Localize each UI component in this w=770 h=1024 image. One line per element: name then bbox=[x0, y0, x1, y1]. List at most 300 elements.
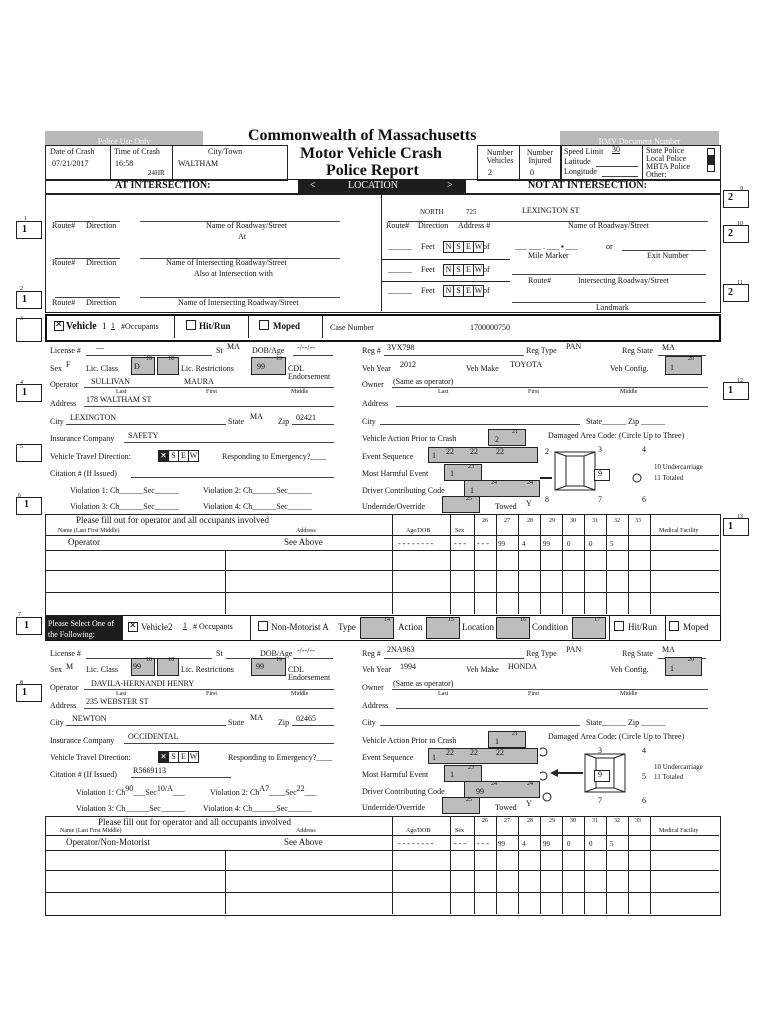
owner-address-label: Address bbox=[362, 399, 389, 408]
lic-class-label: Lic. Class bbox=[86, 364, 118, 373]
type-label: Type bbox=[338, 622, 356, 632]
operator-first-name[interactable]: MAURA bbox=[184, 377, 214, 386]
veh-make-label: Veh Make bbox=[466, 364, 499, 373]
row-address-2[interactable]: See Above bbox=[284, 837, 323, 847]
violation-4-2[interactable]: Violation 4: Ch______Sec______ bbox=[203, 804, 312, 813]
col-33-2: 33 bbox=[635, 818, 641, 824]
row-26-2[interactable]: - - - bbox=[477, 839, 489, 848]
reg-type-label: Reg Type bbox=[526, 346, 557, 355]
vehicle2-label: Vehicle2 bbox=[141, 622, 173, 632]
sex-value[interactable]: F bbox=[66, 360, 71, 369]
row-name[interactable]: Operator bbox=[68, 537, 100, 547]
address-label: Address bbox=[50, 399, 77, 408]
action-prior-value-2[interactable]: 1 bbox=[495, 737, 499, 746]
reg-state-value-2[interactable]: MA bbox=[662, 645, 675, 654]
feet-label: Feet bbox=[421, 242, 435, 251]
owner-value[interactable]: (Same as operator) bbox=[393, 377, 454, 386]
route-label-r: Route# bbox=[386, 221, 410, 230]
mbta-police-label: MBTA Police bbox=[646, 162, 691, 171]
route-label: Route# bbox=[52, 221, 76, 230]
side-number: 4 bbox=[20, 380, 23, 386]
moped-checkbox-2[interactable] bbox=[669, 621, 682, 631]
side-box-4[interactable] bbox=[16, 384, 42, 402]
vehicle-damage-diagram bbox=[540, 438, 690, 508]
hit-run-label: Hit/Run bbox=[199, 321, 231, 331]
damage-8-label: 8 bbox=[545, 495, 549, 504]
box-number: 15 bbox=[448, 617, 454, 623]
box-number: 18 bbox=[146, 657, 152, 663]
side-number: 10 bbox=[737, 221, 743, 227]
veh-year-label-2: Veh Year bbox=[362, 665, 391, 674]
select-one-label: Please Select One of the Following: bbox=[48, 619, 114, 639]
time-value[interactable]: 16:58 bbox=[115, 159, 134, 168]
roadway-label: Name of Roadway/Street bbox=[206, 221, 287, 230]
action-prior-box-2[interactable] bbox=[488, 731, 526, 748]
veh-year-value-2[interactable]: 1994 bbox=[400, 662, 416, 671]
side-number: 6 bbox=[18, 493, 21, 499]
vehicle2-occupants-value[interactable]: 1 bbox=[183, 621, 187, 630]
local-police-checkbox[interactable] bbox=[707, 156, 715, 164]
divider bbox=[519, 145, 520, 179]
row-32[interactable]: 5 bbox=[610, 540, 614, 548]
row-name-2[interactable]: Operator/Non-Motorist bbox=[66, 837, 150, 847]
violation-1-2[interactable]: Violation 1: Ch90___Sec10/A___ bbox=[76, 784, 185, 797]
vehicle2-occupants-label: # Occupants bbox=[193, 622, 233, 631]
box-number: 18 bbox=[146, 356, 152, 362]
towed-label: Towed bbox=[495, 502, 517, 511]
st-value[interactable]: MA bbox=[227, 342, 240, 351]
row-30[interactable]: 0 bbox=[567, 540, 571, 548]
of-label: of bbox=[483, 242, 490, 251]
side-number: 7 bbox=[18, 612, 21, 618]
row-29[interactable]: 99 bbox=[543, 540, 550, 548]
action-prior-label-2: Vehicle Action Prior to Crash bbox=[362, 736, 457, 745]
veh-config-label: Veh Config. bbox=[610, 364, 649, 373]
state-label-2: State bbox=[228, 718, 244, 727]
row-29-2[interactable]: 99 bbox=[543, 840, 550, 848]
vehicle1-occupants-label: #Occupants bbox=[121, 322, 159, 331]
license-value[interactable]: — bbox=[96, 343, 104, 352]
box-number: 23 bbox=[468, 464, 474, 470]
intersecting-roadway-label: Name of Intersecting Roadway/Street bbox=[166, 258, 287, 267]
harmful-event-label-2: Most Harmful Event bbox=[362, 770, 429, 779]
action-prior-box[interactable] bbox=[488, 429, 526, 446]
action-label: Action bbox=[398, 622, 423, 632]
contributing-code-value[interactable]: 1 bbox=[470, 486, 474, 495]
col-26-2: 26 bbox=[482, 818, 488, 824]
damage-4-label-2: 4 bbox=[642, 746, 646, 755]
col-28-2: 28 bbox=[527, 818, 533, 824]
event-sequence-label-2: Event Sequence bbox=[362, 753, 414, 762]
underride-box[interactable] bbox=[442, 496, 480, 513]
date-value[interactable]: 07/21/2017 bbox=[52, 159, 89, 168]
street-value[interactable]: LEXINGTON ST bbox=[522, 206, 580, 215]
side-value: 1 bbox=[728, 385, 733, 396]
exit-number-label: Exit Number bbox=[647, 251, 689, 260]
event-2[interactable]: 22 bbox=[446, 447, 454, 456]
owner-city-field[interactable] bbox=[380, 424, 580, 425]
citation-label: Citation # (If Issued) bbox=[50, 469, 117, 478]
side-box-6[interactable] bbox=[16, 497, 42, 515]
harmful-event-value[interactable]: 1 bbox=[450, 469, 454, 478]
city-label: City/Town bbox=[208, 147, 243, 156]
event-sequence-box[interactable] bbox=[428, 447, 538, 463]
mbta-police-checkbox[interactable] bbox=[707, 164, 715, 172]
hit-run-checkbox-2[interactable] bbox=[614, 621, 627, 631]
side-box-1[interactable] bbox=[16, 221, 42, 239]
direction-value[interactable]: NORTH bbox=[420, 208, 444, 216]
reg-state-value[interactable]: MA bbox=[662, 343, 675, 352]
travel-direction-label: Vehicle Travel Direction: bbox=[50, 452, 131, 461]
owner-city-label: City bbox=[362, 417, 376, 426]
dob-value[interactable]: -/--/-- bbox=[297, 343, 315, 352]
intersecting-roadway-label-2: Name of Intersecting Roadway/Street bbox=[178, 298, 299, 307]
divider bbox=[172, 145, 173, 179]
city-value[interactable]: WALTHAM bbox=[178, 159, 219, 168]
vehicle1-occupants-value[interactable]: 1 bbox=[111, 321, 115, 330]
side-value: 1 bbox=[22, 294, 27, 305]
restrictions-value-2[interactable]: 99 bbox=[256, 662, 264, 671]
veh-config-value-2[interactable]: 1 bbox=[670, 664, 674, 673]
veh-make-value-2[interactable]: HONDA bbox=[508, 662, 537, 671]
col-name: Name (Last First Middle) bbox=[58, 528, 120, 534]
row-28-2[interactable]: 4 bbox=[522, 840, 526, 848]
side-value: 2 bbox=[728, 228, 733, 239]
col-32: 32 bbox=[614, 518, 620, 524]
cdl-label: CDL Endorsement bbox=[288, 364, 331, 381]
dob-label: DOB/Age bbox=[252, 346, 285, 355]
damage-4-label: 4 bbox=[642, 445, 646, 454]
veh-year-value[interactable]: 2012 bbox=[400, 360, 416, 369]
num-injured-label: Number Injured bbox=[526, 148, 554, 165]
operator-name-2[interactable]: DAVILA-HERNANDI HENRY bbox=[91, 679, 195, 688]
feet-field-3[interactable]: ______ bbox=[388, 286, 412, 295]
other-label: Other: bbox=[646, 170, 667, 179]
event-sequence-label: Event Sequence bbox=[362, 452, 414, 461]
rmv-header bbox=[560, 131, 719, 145]
case-number-label: Case Number bbox=[330, 323, 374, 332]
damage-circle-icon bbox=[633, 474, 641, 482]
damage-3-label-2: 3 bbox=[598, 746, 602, 755]
mile-marker-label: Mile Marker bbox=[528, 251, 569, 260]
side-box-10[interactable] bbox=[723, 225, 749, 243]
city-value-2[interactable]: NEWTON bbox=[72, 714, 107, 723]
owner-address-field-2[interactable] bbox=[396, 708, 708, 709]
col-27-2: 27 bbox=[504, 818, 510, 824]
damage-9-label: 9 bbox=[598, 469, 602, 478]
col-28: 28 bbox=[527, 518, 533, 524]
harmful-event-value-2[interactable]: 1 bbox=[450, 770, 454, 779]
col-29-2: 29 bbox=[549, 818, 555, 824]
col-30-2: 30 bbox=[570, 818, 576, 824]
address-value[interactable]: 178 WALTHAM ST bbox=[86, 395, 152, 404]
row-32-2[interactable]: 5 bbox=[610, 840, 614, 848]
harmful-event-label: Most Harmful Event bbox=[362, 469, 429, 478]
non-motorist-label: Non-Motorist A bbox=[271, 622, 329, 632]
citation-value-2[interactable]: R5669113 bbox=[133, 766, 167, 775]
address-value-2[interactable]: 235 WEBSTER ST bbox=[86, 697, 149, 706]
middle-caption: Middle bbox=[291, 691, 309, 697]
violation-4[interactable]: Violation 4: Ch______Sec______ bbox=[203, 502, 312, 511]
speed-value[interactable]: 30 bbox=[612, 145, 620, 154]
dob-value-2[interactable]: -/--/-- bbox=[297, 646, 315, 655]
damaged-area-label-2: Damaged Area Code: (Circle Up to Three) bbox=[548, 732, 685, 741]
reg-value[interactable]: 3VX798 bbox=[387, 343, 415, 352]
lic-class-value-2[interactable]: 99 bbox=[133, 662, 141, 671]
emergency-label: Responding to Emergency?____ bbox=[222, 452, 327, 461]
undercarriage-label-2: 10 Undercarriage bbox=[654, 763, 703, 771]
event-3[interactable]: 22 bbox=[470, 447, 478, 456]
num-vehicles-value[interactable]: 2 bbox=[488, 168, 492, 177]
owner-address-field[interactable] bbox=[396, 406, 708, 407]
action-prior-value[interactable]: 2 bbox=[495, 435, 499, 444]
time-label: Time of Crash bbox=[114, 147, 160, 156]
zip-label-2: Zip bbox=[278, 718, 290, 727]
contributing-code-value-2[interactable]: 99 bbox=[476, 787, 484, 796]
address-number-value[interactable]: 725 bbox=[466, 208, 477, 216]
insurance-value-2[interactable]: OCCIDENTAL bbox=[128, 732, 179, 741]
damage-9-box[interactable] bbox=[594, 469, 610, 481]
box-number: 20 bbox=[688, 657, 694, 663]
hit-run-checkbox[interactable] bbox=[186, 320, 199, 330]
side-number: 11 bbox=[737, 280, 743, 286]
col-27: 27 bbox=[504, 518, 510, 524]
last-caption: Last bbox=[438, 691, 449, 697]
violation-2[interactable]: Violation 2: Ch______Sec______ bbox=[203, 486, 312, 495]
event-4-2[interactable]: 22 bbox=[496, 748, 504, 757]
col-address: Address bbox=[296, 528, 316, 534]
route-label-3: Route# bbox=[52, 298, 76, 307]
vehicle2-checkbox[interactable] bbox=[128, 622, 141, 632]
damaged-area-label: Damaged Area Code: (Circle Up to Three) bbox=[548, 431, 685, 440]
num-injured-value[interactable]: 0 bbox=[530, 168, 534, 177]
veh-year-label: Veh Year bbox=[362, 364, 391, 373]
vehicle-body-outline bbox=[555, 452, 595, 490]
route-label-2: Route# bbox=[52, 258, 76, 267]
row-26[interactable]: - - - bbox=[477, 539, 489, 548]
first-caption: First bbox=[206, 389, 218, 395]
reg-state-label-2: Reg State bbox=[622, 649, 653, 658]
first-caption: First bbox=[528, 389, 540, 395]
damage-circle-icon bbox=[540, 748, 547, 756]
damage-6-label-2: 6 bbox=[642, 796, 646, 805]
fill-instructions-2: Please fill out for operator and all occupants involved bbox=[98, 817, 291, 827]
event-sequence-box-2[interactable] bbox=[428, 748, 538, 764]
side-box-11[interactable] bbox=[723, 284, 749, 302]
side-number: 9 bbox=[740, 186, 743, 192]
veh-config-label-2: Veh Config. bbox=[610, 665, 649, 674]
left-arrow-icon: < bbox=[310, 180, 316, 191]
mile-marker-field[interactable]: ___ ___ . ___ ▪ ___ bbox=[515, 242, 578, 251]
box-number: 24 bbox=[527, 480, 533, 486]
towed-value-2[interactable]: Y bbox=[526, 799, 532, 808]
row-address[interactable]: See Above bbox=[284, 537, 323, 547]
side-box-13[interactable] bbox=[723, 518, 749, 536]
restrictions-value[interactable]: 99 bbox=[257, 362, 265, 371]
owner-city-field-2[interactable] bbox=[380, 725, 580, 726]
occupant-table-2 bbox=[45, 816, 721, 916]
condition-box[interactable] bbox=[572, 617, 606, 639]
latitude-label: Latitude bbox=[564, 157, 591, 166]
col-sex-2: Sex bbox=[455, 828, 464, 834]
case-number-value[interactable]: 1700000750 bbox=[470, 323, 510, 332]
owner-label-2: Owner bbox=[362, 683, 384, 692]
city-value[interactable]: LEXINGTON bbox=[70, 413, 117, 422]
box-number: 19 bbox=[276, 356, 282, 362]
underride-label-2: Underride/Override bbox=[362, 803, 426, 812]
operator-label: Operator bbox=[50, 380, 79, 389]
location-label: Location bbox=[462, 622, 494, 632]
box-number: 21 bbox=[512, 731, 518, 737]
row-age[interactable]: - - - - - - - - bbox=[398, 539, 434, 548]
side-value: 1 bbox=[22, 387, 27, 398]
damage-9-box-2[interactable] bbox=[594, 770, 610, 782]
insurance-value[interactable]: SAFETY bbox=[128, 431, 159, 440]
event-3-2[interactable]: 22 bbox=[470, 748, 478, 757]
veh-make-value[interactable]: TOYOTA bbox=[510, 360, 543, 369]
box-number: 17 bbox=[594, 617, 600, 623]
reg-label: Reg # bbox=[362, 346, 381, 355]
col-31-2: 31 bbox=[592, 818, 598, 824]
row-31-2[interactable]: 0 bbox=[589, 840, 593, 848]
box-number: 20 bbox=[688, 356, 694, 362]
row-sex[interactable]: - - - bbox=[454, 539, 466, 548]
not-at-intersection-label: NOT AT INTERSECTION: bbox=[528, 180, 647, 191]
lic-class-value[interactable]: D bbox=[134, 362, 140, 371]
violation-3-2[interactable]: Violation 3: Ch______Sec______ bbox=[76, 804, 185, 813]
city-label-2: City bbox=[50, 718, 64, 727]
num-vehicles-label: Number Vehicles bbox=[486, 148, 514, 165]
longitude-field[interactable] bbox=[602, 176, 638, 177]
side-box-2[interactable] bbox=[16, 291, 42, 309]
damage-7-label-2: 7 bbox=[598, 796, 602, 805]
state-label: State bbox=[228, 417, 244, 426]
undercarriage-label: 10 Undercarriage bbox=[654, 463, 703, 471]
non-motorist-checkbox[interactable] bbox=[258, 621, 271, 631]
direction-selector-3[interactable]: N S E W bbox=[443, 285, 484, 297]
latitude-field[interactable] bbox=[596, 166, 638, 167]
col-medical-2: Medical Facility bbox=[659, 828, 699, 834]
state-police-checkbox[interactable] bbox=[707, 148, 715, 156]
last-caption: Last bbox=[116, 389, 127, 395]
side-number: 3 bbox=[20, 316, 23, 322]
travel-direction-selector[interactable]: ✕ S E W bbox=[158, 450, 199, 462]
direction-label-r: Direction bbox=[418, 221, 449, 230]
reg-type-label-2: Reg Type bbox=[526, 649, 557, 658]
local-police-label: Local Police bbox=[646, 154, 687, 163]
vehicle-cabin bbox=[566, 456, 584, 486]
sex-value-2[interactable]: M bbox=[66, 662, 74, 671]
row-age-2[interactable]: - - - - - - - - bbox=[398, 839, 434, 848]
reg-state-label: Reg State bbox=[622, 346, 653, 355]
state-value[interactable]: MA bbox=[250, 412, 263, 421]
direction-selector-2[interactable]: N S E W bbox=[443, 264, 484, 276]
owner-address-label-2: Address bbox=[362, 701, 389, 710]
box-number: 24 bbox=[491, 781, 497, 787]
underride-box-2[interactable] bbox=[442, 797, 480, 814]
side-box-8[interactable] bbox=[16, 684, 42, 702]
event-1[interactable]: 1 bbox=[432, 451, 436, 460]
st-label: St bbox=[216, 346, 223, 355]
location-label: LOCATION bbox=[348, 180, 398, 191]
moped-checkbox[interactable] bbox=[259, 320, 272, 330]
direction-label-3: Direction bbox=[86, 298, 117, 307]
feet-label-3: Feet bbox=[421, 286, 435, 295]
address-label: Address # bbox=[458, 221, 491, 230]
citation-field[interactable] bbox=[131, 477, 334, 478]
violation-2-2[interactable]: Violation 2: ChA7____Sec22___ bbox=[210, 784, 317, 797]
col-26: 26 bbox=[482, 518, 488, 524]
towed-label-2: Towed bbox=[495, 803, 517, 812]
violation-1[interactable]: Violation 1: Ch______Sec______ bbox=[70, 486, 179, 495]
operator-label-2: Operator bbox=[50, 683, 79, 692]
towed-value[interactable]: Y bbox=[526, 499, 532, 508]
row-27-2[interactable]: 99 bbox=[498, 840, 505, 848]
st-field-2[interactable] bbox=[226, 658, 250, 659]
feet-field-2[interactable]: ______ bbox=[388, 265, 412, 274]
box-number: 14 bbox=[384, 617, 390, 623]
travel-direction-selector-2[interactable]: ✕ S E W bbox=[158, 751, 199, 763]
event-1-2[interactable]: 1 bbox=[432, 753, 436, 762]
intersecting-road-field[interactable] bbox=[512, 274, 706, 275]
side-value: 1 bbox=[728, 521, 733, 532]
zip-value-2[interactable]: 02465 bbox=[296, 714, 316, 723]
moped-label: Moped bbox=[273, 321, 300, 331]
col-31: 31 bbox=[592, 518, 598, 524]
restrictions-label: Lic. Restrictions bbox=[181, 364, 234, 373]
state-value-2[interactable]: MA bbox=[250, 713, 263, 722]
box-number: 18 bbox=[168, 657, 174, 663]
box-number: 16 bbox=[520, 617, 526, 623]
reg-type-value[interactable]: PAN bbox=[566, 342, 582, 351]
action-prior-label: Vehicle Action Prior to Crash bbox=[362, 434, 457, 443]
owner-state-zip[interactable]: State______ Zip ______ bbox=[586, 417, 666, 426]
zip-value[interactable]: 02421 bbox=[296, 413, 316, 422]
direction-selector[interactable]: N S E W bbox=[443, 241, 484, 253]
feet-field[interactable]: ______ bbox=[388, 242, 412, 251]
side-box-7[interactable] bbox=[16, 617, 42, 635]
owner-value-2[interactable]: (Same as operator) bbox=[393, 679, 454, 688]
veh-make-label-2: Veh Make bbox=[466, 665, 499, 674]
side-box-9[interactable] bbox=[723, 190, 749, 208]
action-box[interactable] bbox=[426, 617, 460, 639]
owner-state-zip-2[interactable]: State______ Zip ______ bbox=[586, 718, 666, 727]
travel-direction-label-2: Vehicle Travel Direction: bbox=[50, 753, 131, 762]
side-number: 12 bbox=[737, 378, 743, 384]
row-27[interactable]: 99 bbox=[498, 540, 505, 548]
event-4[interactable]: 22 bbox=[496, 447, 504, 456]
reg-value-2[interactable]: 2NA963 bbox=[387, 645, 415, 654]
violation-3[interactable]: Violation 3: Ch______Sec______ bbox=[70, 502, 179, 511]
damage-7-label: 7 bbox=[598, 495, 602, 504]
row-30-2[interactable]: 0 bbox=[567, 840, 571, 848]
st-label-2: St bbox=[216, 649, 223, 658]
of-label-3: of bbox=[483, 286, 490, 295]
side-box-12[interactable] bbox=[723, 382, 749, 400]
reg-type-value-2[interactable]: PAN bbox=[566, 645, 582, 654]
row-31[interactable]: 0 bbox=[589, 540, 593, 548]
hr-label: 24HR bbox=[148, 169, 165, 177]
restrictions-label-2: Lic. Restrictions bbox=[181, 665, 234, 674]
operator-last-name[interactable]: SULLIVAN bbox=[91, 377, 130, 386]
side-number: 13 bbox=[737, 514, 743, 520]
intersecting-road-label: Intersecting Roadway/Street bbox=[578, 276, 669, 285]
row-sex-2[interactable]: - - - bbox=[454, 839, 466, 848]
row-28[interactable]: 4 bbox=[522, 540, 526, 548]
underride-label: Underride/Override bbox=[362, 502, 426, 511]
veh-config-value[interactable]: 1 bbox=[670, 363, 674, 372]
event-2-2[interactable]: 22 bbox=[446, 748, 454, 757]
